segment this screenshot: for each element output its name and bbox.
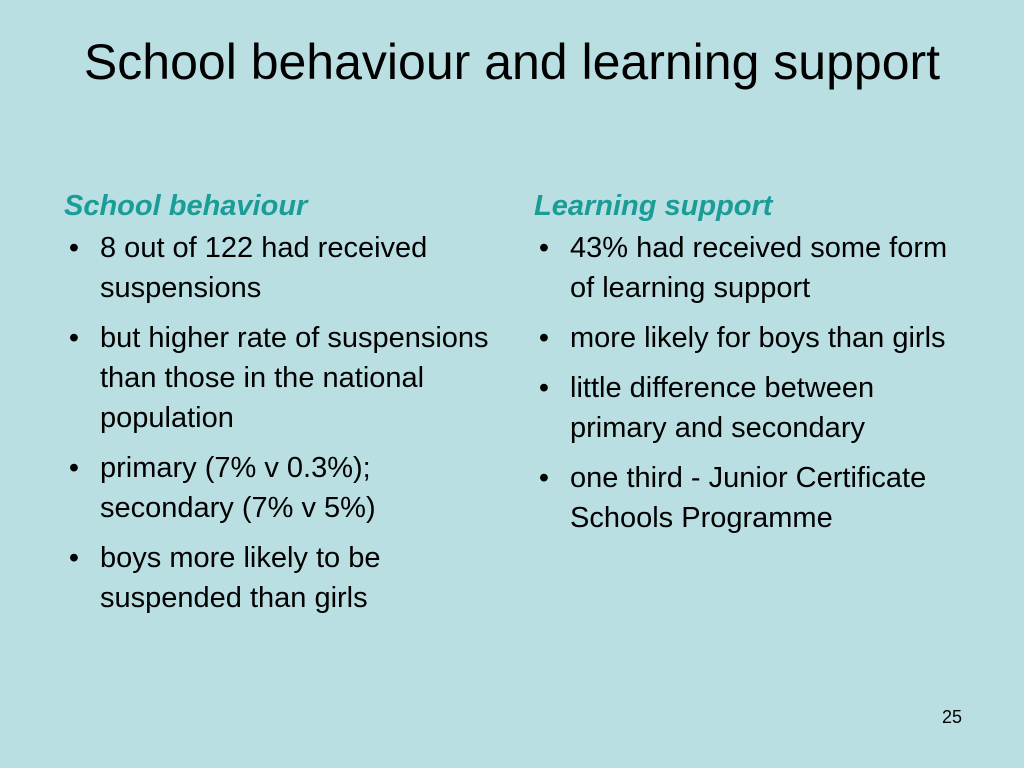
bullet-icon: • <box>538 462 550 494</box>
left-column-heading: School behaviour <box>64 190 308 222</box>
list-item <box>64 448 504 528</box>
page-number: 25 <box>941 707 962 727</box>
bullet-icon: • <box>538 322 550 354</box>
list-item <box>534 368 954 448</box>
list-item <box>534 228 954 308</box>
left-bullet-list <box>64 228 504 618</box>
list-item <box>534 318 954 358</box>
bullet-text: 8 out of 122 had received suspensions <box>100 232 428 304</box>
bullet-text: more likely for boys than girls <box>570 322 946 354</box>
bullet-icon: • <box>68 322 80 354</box>
list-item <box>64 228 504 308</box>
bullet-icon: • <box>538 372 550 404</box>
bullet-text: 43% had received some form of learning support <box>570 232 948 304</box>
bullet-text: primary (7% v 0.3%); secondary (7% v 5%) <box>100 452 376 524</box>
slide-title: School behaviour and learning support <box>83 34 941 90</box>
bullet-text: boys more likely to be suspended than girls <box>100 542 381 614</box>
bullet-icon: • <box>68 452 80 484</box>
bullet-icon: • <box>538 232 550 264</box>
bullet-text: little difference between primary and secondary <box>570 372 875 444</box>
bullet-icon: • <box>68 232 80 264</box>
bullet-text: one third - Junior Certificate Schools Programme <box>570 462 927 534</box>
list-item <box>64 318 504 438</box>
bullet-icon: • <box>68 542 80 574</box>
left-column <box>64 186 504 628</box>
right-column-heading: Learning support <box>534 190 773 222</box>
right-bullet-list <box>534 228 954 538</box>
list-item <box>64 538 504 618</box>
bullet-text: but higher rate of suspensions than those in the national population <box>100 322 489 434</box>
list-item <box>534 458 954 538</box>
right-column <box>534 186 954 548</box>
